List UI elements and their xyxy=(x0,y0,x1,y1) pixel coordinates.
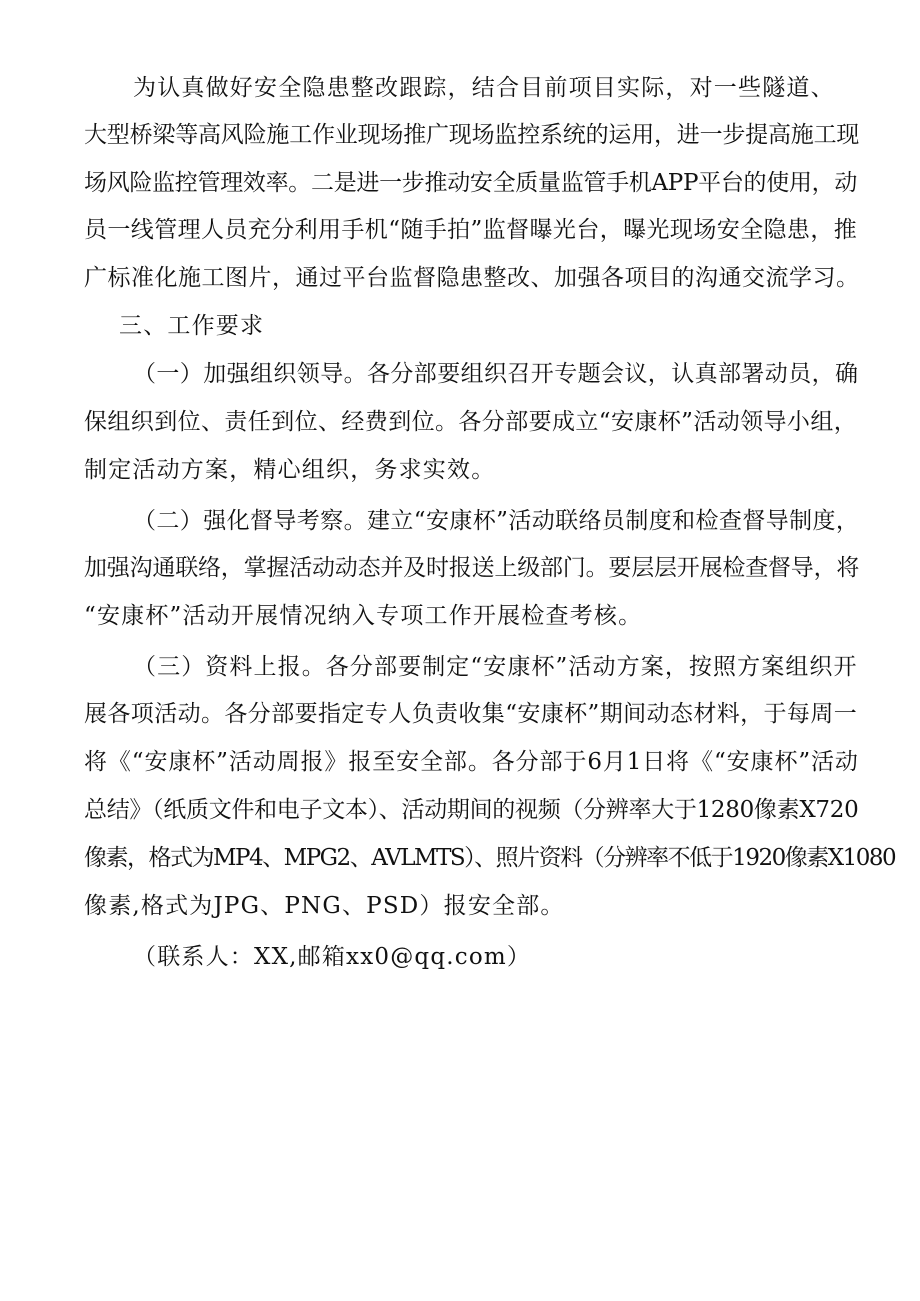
item-2-line-2: 加强沟通联络，掌握活动动态并及时报送上级部门。要层层开展检查督导，将 xyxy=(84,555,860,581)
item-3-line-1: （三）资料上报。各分部要制定“安康杯”活动方案，按照方案组织开 xyxy=(133,654,858,680)
paragraph-1-line-4: 员一线管理人员充分利用手机“随手拍”监督曝光台，曝光现场安全隐患，推 xyxy=(84,217,858,243)
section-heading: 三、工作要求 xyxy=(119,313,265,339)
item-3-line-5: 像素，格式为MP4、MPG2、AVLMTS）、照片资料（分辨率不低于1920像素X1080 xyxy=(84,845,896,871)
item-3-line-6: 像素,格式为JPG、PNG、PSD）报安全部。 xyxy=(84,893,565,919)
item-1-line-1: （一）加强组织领导。各分部要组织召开专题会议，认真部署动员，确 xyxy=(133,361,859,387)
contact-line: （联系人：XX,邮箱xx0@qq.com） xyxy=(133,944,532,970)
paragraph-1-line-5: 广标准化施工图片，通过平台监督隐患整改、加强各项目的沟通交流学习。 xyxy=(84,265,860,291)
paragraph-1-line-3: 场风险监控管理效率。二是进一步推动安全质量监管手机APP平台的使用，动 xyxy=(84,170,858,196)
item-3-line-4: 总结》（纸质文件和电子文本）、活动期间的视频（分辨率大于1280像素X720 xyxy=(84,797,859,823)
item-3-line-3: 将《“安康杯”活动周报》报至安全部。各分部于6月1日将《“安康杯”活动 xyxy=(84,749,859,775)
item-2-line-3: “安康杯”活动开展情况纳入专项工作开展检查考核。 xyxy=(84,603,643,629)
paragraph-1-line-1: 为认真做好安全隐患整改跟踪，结合目前项目实际，对一些隧道、 xyxy=(133,75,835,101)
item-1-line-3: 制定活动方案，精心组织，务求实效。 xyxy=(84,457,496,483)
item-1-line-2: 保组织到位、责任到位、经费到位。各分部要成立“安康杯”活动领导小组， xyxy=(84,409,858,435)
item-2-line-1: （二）强化督导考察。建立“安康杯”活动联络员制度和检查督导制度， xyxy=(133,508,860,534)
item-3-line-2: 展各项活动。各分部要指定专人负责收集“安康杯”期间动态材料，于每周一 xyxy=(84,701,858,727)
paragraph-1-line-2: 大型桥梁等高风险施工作业现场推广现场监控系统的运用，进一步提高施工现 xyxy=(84,122,860,148)
